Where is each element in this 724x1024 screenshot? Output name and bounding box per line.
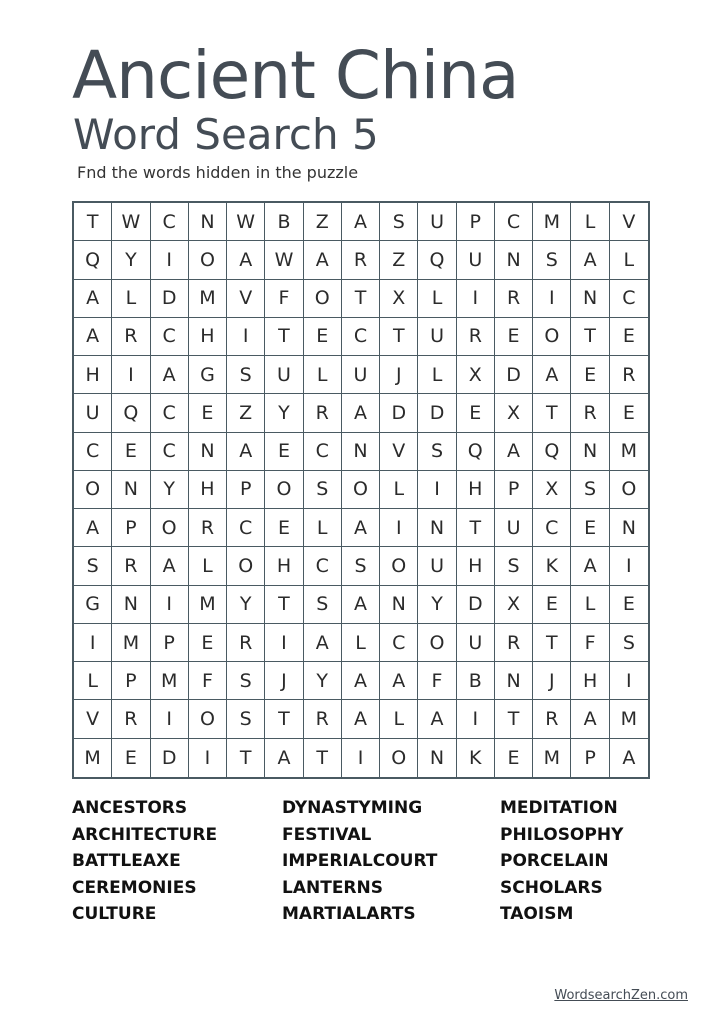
grid-cell[interactable]: S xyxy=(418,433,456,471)
grid-cell[interactable]: F xyxy=(265,280,303,318)
word-list-item: BATTLEAXE xyxy=(72,851,181,871)
grid-cell[interactable]: R xyxy=(304,394,342,432)
grid-cell[interactable]: E xyxy=(610,394,648,432)
grid-cell[interactable]: T xyxy=(380,318,418,356)
grid-cell[interactable]: I xyxy=(74,624,112,662)
grid-cell[interactable]: A xyxy=(571,241,609,279)
grid-cell[interactable]: C xyxy=(74,433,112,471)
grid-cell[interactable]: X xyxy=(495,586,533,624)
grid-cell[interactable]: E xyxy=(112,739,150,777)
grid-cell[interactable]: I xyxy=(418,471,456,509)
grid-cell[interactable]: E xyxy=(265,509,303,547)
grid-cell[interactable]: M xyxy=(610,700,648,738)
grid-cell[interactable]: S xyxy=(495,547,533,585)
grid-cell[interactable]: N xyxy=(571,280,609,318)
grid-cell[interactable]: Q xyxy=(457,433,495,471)
word-list-item: SCHOLARS xyxy=(500,877,603,898)
grid-cell[interactable]: D xyxy=(151,280,189,318)
grid-cell[interactable]: Q xyxy=(418,241,456,279)
grid-cell[interactable]: A xyxy=(342,662,380,700)
grid-cell[interactable]: O xyxy=(189,241,227,279)
word-list-item: ARCHITECTURE xyxy=(72,824,218,845)
grid-cell[interactable]: N xyxy=(112,586,150,624)
grid-cell[interactable]: O xyxy=(151,509,189,547)
site-link[interactable]: WordsearchZen.com xyxy=(554,988,688,1003)
grid-cell[interactable]: E xyxy=(610,318,648,356)
grid-cell[interactable]: M xyxy=(189,280,227,318)
grid-cell[interactable]: L xyxy=(342,624,380,662)
grid-cell[interactable]: E xyxy=(457,394,495,432)
grid-cell[interactable]: A xyxy=(342,509,380,547)
grid-cell[interactable]: E xyxy=(495,739,533,777)
grid-cell[interactable]: C xyxy=(342,318,380,356)
grid-cell[interactable]: X xyxy=(533,471,571,509)
grid-cell[interactable]: A xyxy=(380,662,418,700)
grid-cell[interactable]: U xyxy=(495,509,533,547)
grid-cell[interactable]: S xyxy=(533,241,571,279)
grid-cell[interactable]: S xyxy=(304,586,342,624)
grid-cell[interactable]: L xyxy=(418,280,456,318)
grid-cell[interactable]: G xyxy=(189,356,227,394)
grid-cell[interactable]: R xyxy=(304,700,342,738)
word-list-item: CEREMONIES xyxy=(72,877,197,898)
word-list-item: CULTURE xyxy=(72,904,157,924)
grid-cell[interactable]: P xyxy=(571,739,609,777)
grid-cell[interactable]: T xyxy=(533,624,571,662)
grid-cell[interactable]: C xyxy=(533,509,571,547)
grid-cell[interactable]: Q xyxy=(533,433,571,471)
page-subtitle-title: Word Search 5 xyxy=(73,110,379,159)
grid-cell[interactable]: R xyxy=(342,241,380,279)
instructions: Fnd the words hidden in the puzzle xyxy=(77,163,359,182)
word-list-item: FESTIVAL xyxy=(282,824,372,845)
grid-cell[interactable]: C xyxy=(227,509,265,547)
word-list xyxy=(72,795,652,935)
grid-cell[interactable]: U xyxy=(265,356,303,394)
grid-cell[interactable]: Z xyxy=(304,203,342,241)
grid-cell[interactable]: M xyxy=(74,739,112,777)
grid-cell[interactable]: N xyxy=(418,739,456,777)
grid-cell[interactable]: X xyxy=(380,280,418,318)
grid-cell[interactable]: T xyxy=(265,700,303,738)
grid-cell[interactable]: I xyxy=(380,509,418,547)
grid-cell[interactable]: L xyxy=(304,356,342,394)
grid-cell[interactable]: A xyxy=(533,356,571,394)
grid-cell[interactable]: N xyxy=(495,662,533,700)
grid-cell[interactable]: P xyxy=(112,662,150,700)
grid-cell[interactable]: D xyxy=(457,586,495,624)
grid-cell[interactable]: A xyxy=(571,547,609,585)
grid-cell[interactable]: S xyxy=(342,547,380,585)
grid-cell[interactable]: I xyxy=(151,586,189,624)
word-list-item: PORCELAIN xyxy=(500,851,609,871)
grid-cell[interactable]: Z xyxy=(227,394,265,432)
grid-cell[interactable]: A xyxy=(342,203,380,241)
grid-cell[interactable]: J xyxy=(265,662,303,700)
grid-cell[interactable]: Q xyxy=(112,394,150,432)
grid-cell[interactable]: I xyxy=(610,547,648,585)
grid-cell[interactable]: N xyxy=(380,586,418,624)
grid-cell[interactable]: E xyxy=(571,509,609,547)
grid-cell[interactable]: R xyxy=(495,280,533,318)
word-list-item: LANTERNS xyxy=(282,877,383,898)
grid-cell[interactable]: I xyxy=(189,739,227,777)
grid-cell[interactable]: K xyxy=(457,739,495,777)
grid-cell[interactable]: N xyxy=(571,433,609,471)
grid-cell[interactable]: C xyxy=(380,624,418,662)
grid-cell[interactable]: S xyxy=(74,547,112,585)
grid-cell[interactable]: S xyxy=(610,624,648,662)
grid-cell[interactable]: N xyxy=(418,509,456,547)
grid-cell[interactable]: I xyxy=(342,739,380,777)
grid-cell[interactable]: U xyxy=(418,203,456,241)
grid-cell[interactable]: M xyxy=(533,739,571,777)
grid-cell[interactable]: I xyxy=(112,356,150,394)
grid-cell[interactable]: A xyxy=(74,318,112,356)
grid-cell[interactable]: Y xyxy=(151,471,189,509)
grid-cell[interactable]: C xyxy=(304,547,342,585)
word-list-column-3 xyxy=(500,795,623,928)
grid-cell[interactable]: R xyxy=(112,318,150,356)
grid-cell[interactable]: W xyxy=(112,203,150,241)
grid-cell[interactable]: C xyxy=(151,394,189,432)
grid-cell[interactable]: R xyxy=(610,356,648,394)
grid-cell[interactable]: B xyxy=(265,203,303,241)
grid-cell[interactable]: Y xyxy=(304,662,342,700)
grid-cell[interactable]: G xyxy=(74,586,112,624)
grid-cell[interactable]: R xyxy=(189,509,227,547)
grid-cell[interactable]: W xyxy=(265,241,303,279)
grid-cell[interactable]: O xyxy=(342,471,380,509)
grid-cell[interactable]: V xyxy=(610,203,648,241)
grid-cell[interactable]: U xyxy=(418,318,456,356)
grid-cell[interactable]: O xyxy=(610,471,648,509)
grid-cell[interactable]: S xyxy=(227,356,265,394)
grid-cell[interactable]: A xyxy=(227,241,265,279)
grid-cell[interactable]: T xyxy=(265,586,303,624)
grid-cell[interactable]: E xyxy=(533,586,571,624)
grid-cell[interactable]: R xyxy=(533,700,571,738)
grid-cell[interactable]: O xyxy=(380,547,418,585)
grid-cell[interactable]: A xyxy=(342,700,380,738)
grid-cell[interactable]: R xyxy=(112,700,150,738)
grid-cell[interactable]: M xyxy=(610,433,648,471)
grid-cell[interactable]: E xyxy=(304,318,342,356)
grid-cell[interactable]: T xyxy=(457,509,495,547)
grid-cell[interactable]: R xyxy=(495,624,533,662)
grid-cell[interactable]: H xyxy=(571,662,609,700)
grid-cell[interactable]: M xyxy=(189,586,227,624)
grid-cell[interactable]: T xyxy=(74,203,112,241)
grid-cell[interactable]: V xyxy=(380,433,418,471)
grid-cell[interactable]: D xyxy=(380,394,418,432)
grid-cell[interactable]: O xyxy=(189,700,227,738)
word-list-item: DYNASTYMING xyxy=(282,798,423,818)
grid-cell[interactable]: F xyxy=(418,662,456,700)
grid-cell[interactable]: E xyxy=(571,356,609,394)
word-list-item: MARTIALARTS xyxy=(282,904,416,924)
grid-cell[interactable]: M xyxy=(112,624,150,662)
grid-cell[interactable]: Z xyxy=(380,241,418,279)
grid-cell[interactable]: I xyxy=(151,700,189,738)
grid-cell[interactable]: W xyxy=(227,203,265,241)
grid-cell[interactable]: A xyxy=(342,586,380,624)
grid-cell[interactable]: T xyxy=(227,739,265,777)
grid-cell[interactable]: A xyxy=(418,700,456,738)
grid-cell[interactable]: H xyxy=(189,318,227,356)
grid-cell[interactable]: V xyxy=(227,280,265,318)
page-title: Ancient China xyxy=(72,37,519,114)
grid-cell[interactable]: O xyxy=(304,280,342,318)
grid-cell[interactable]: Y xyxy=(418,586,456,624)
word-list-item: ANCESTORS xyxy=(72,798,188,818)
grid-cell[interactable]: P xyxy=(457,203,495,241)
grid-cell[interactable]: J xyxy=(380,356,418,394)
grid-cell[interactable]: T xyxy=(495,700,533,738)
grid-cell[interactable]: Y xyxy=(112,241,150,279)
grid-cell[interactable]: P xyxy=(151,624,189,662)
grid-cell[interactable]: O xyxy=(74,471,112,509)
grid-cell[interactable]: T xyxy=(304,739,342,777)
word-list-item: PHILOSOPHY xyxy=(500,824,624,845)
grid-cell[interactable]: R xyxy=(457,318,495,356)
grid-cell[interactable]: O xyxy=(265,471,303,509)
grid-cell[interactable]: L xyxy=(571,586,609,624)
grid-cell[interactable]: U xyxy=(342,356,380,394)
grid-cell[interactable]: U xyxy=(457,624,495,662)
grid-cell[interactable]: A xyxy=(227,433,265,471)
word-search-grid xyxy=(72,201,650,779)
grid-cell[interactable]: U xyxy=(74,394,112,432)
grid-cell[interactable]: A xyxy=(342,394,380,432)
grid-cell[interactable]: A xyxy=(304,624,342,662)
grid-cell[interactable]: M xyxy=(151,662,189,700)
grid-cell[interactable]: A xyxy=(74,280,112,318)
grid-cell[interactable]: C xyxy=(151,203,189,241)
grid-cell[interactable]: I xyxy=(610,662,648,700)
grid-cell[interactable]: F xyxy=(189,662,227,700)
grid-cell[interactable]: D xyxy=(495,356,533,394)
grid-cell[interactable]: C xyxy=(495,203,533,241)
word-list-column-2 xyxy=(282,795,437,928)
grid-cell[interactable]: A xyxy=(151,547,189,585)
grid-cell[interactable]: C xyxy=(304,433,342,471)
grid-cell[interactable]: J xyxy=(533,662,571,700)
grid-cell[interactable]: I xyxy=(151,241,189,279)
grid-cell[interactable]: A xyxy=(151,356,189,394)
grid-cell[interactable]: B xyxy=(457,662,495,700)
grid-cell[interactable]: P xyxy=(227,471,265,509)
grid-cell[interactable]: L xyxy=(380,700,418,738)
grid-cell[interactable]: A xyxy=(265,739,303,777)
grid-cell[interactable]: C xyxy=(151,433,189,471)
grid-cell[interactable]: E xyxy=(265,433,303,471)
grid-cell[interactable]: A xyxy=(622,746,636,769)
grid-cell[interactable]: M xyxy=(533,203,571,241)
grid-cell[interactable]: S xyxy=(227,700,265,738)
grid-cell[interactable]: R xyxy=(227,624,265,662)
grid-cell[interactable]: L xyxy=(189,547,227,585)
word-list-item: TAOISM xyxy=(500,904,574,924)
grid-cell[interactable]: K xyxy=(533,547,571,585)
grid-cell[interactable]: R xyxy=(112,547,150,585)
grid-cell[interactable]: N xyxy=(342,433,380,471)
grid-cell[interactable]: A xyxy=(74,509,112,547)
grid-cell[interactable]: T xyxy=(342,280,380,318)
grid-cell[interactable]: Y xyxy=(227,586,265,624)
grid-cell[interactable]: H xyxy=(265,547,303,585)
grid-cell[interactable]: U xyxy=(418,547,456,585)
grid-cell[interactable]: A xyxy=(571,700,609,738)
grid-cell[interactable]: I xyxy=(227,318,265,356)
grid-cell[interactable]: H xyxy=(457,471,495,509)
grid-cell[interactable]: N xyxy=(189,433,227,471)
grid-cell[interactable]: H xyxy=(457,547,495,585)
grid-cell[interactable]: H xyxy=(189,471,227,509)
grid-cell[interactable]: T xyxy=(571,318,609,356)
grid-cell[interactable]: N xyxy=(189,203,227,241)
grid-cell[interactable]: L xyxy=(74,662,112,700)
grid-cell[interactable]: I xyxy=(457,700,495,738)
grid-cell[interactable]: I xyxy=(457,280,495,318)
grid-cell[interactable]: X xyxy=(495,394,533,432)
word-list-column-1 xyxy=(72,795,217,928)
grid-cell[interactable]: E xyxy=(189,624,227,662)
grid-cell[interactable]: N xyxy=(610,509,648,547)
grid-cell[interactable]: E xyxy=(189,394,227,432)
grid-cell[interactable]: E xyxy=(610,586,648,624)
grid-cell[interactable]: U xyxy=(457,241,495,279)
grid-cell[interactable]: I xyxy=(533,280,571,318)
grid-cell[interactable]: S xyxy=(571,471,609,509)
grid-cell[interactable]: N xyxy=(495,241,533,279)
grid-cell[interactable]: A xyxy=(304,241,342,279)
grid-cell[interactable]: R xyxy=(571,394,609,432)
grid-cell[interactable]: Y xyxy=(265,394,303,432)
grid-cell[interactable]: E xyxy=(112,433,150,471)
grid-cell[interactable]: H xyxy=(74,356,112,394)
word-list-item: MEDITATION xyxy=(500,798,618,818)
grid-cell[interactable]: Q xyxy=(74,241,112,279)
word-list-item: IMPERIALCOURT xyxy=(282,851,438,871)
grid-cell[interactable]: E xyxy=(495,318,533,356)
grid-cell[interactable]: C xyxy=(151,318,189,356)
grid-cell[interactable]: P xyxy=(112,509,150,547)
grid-cell[interactable]: O xyxy=(533,318,571,356)
grid-cell[interactable]: L xyxy=(418,356,456,394)
grid-cell[interactable]: L xyxy=(571,203,609,241)
grid-cell[interactable]: F xyxy=(571,624,609,662)
grid-cell[interactable]: I xyxy=(265,624,303,662)
grid-cell[interactable]: S xyxy=(227,662,265,700)
grid-cell[interactable]: T xyxy=(265,318,303,356)
grid-cell[interactable]: L xyxy=(380,471,418,509)
grid-cell[interactable]: S xyxy=(380,203,418,241)
grid-cell[interactable]: L xyxy=(112,280,150,318)
grid-cell[interactable]: V xyxy=(74,700,112,738)
grid-cell[interactable]: L xyxy=(304,509,342,547)
grid-cell[interactable]: P xyxy=(495,471,533,509)
grid-cell[interactable]: N xyxy=(112,471,150,509)
grid-cell[interactable]: A xyxy=(495,433,533,471)
grid-cell[interactable]: O xyxy=(227,547,265,585)
grid-cell[interactable]: L xyxy=(610,241,648,279)
grid-cell[interactable]: O xyxy=(380,739,418,777)
grid-cell[interactable]: O xyxy=(418,624,456,662)
grid-cell[interactable]: D xyxy=(151,739,189,777)
grid-cell[interactable]: D xyxy=(418,394,456,432)
grid-cell[interactable]: S xyxy=(304,471,342,509)
grid-cell[interactable]: T xyxy=(533,394,571,432)
grid-cell[interactable]: X xyxy=(457,356,495,394)
grid-cell[interactable]: C xyxy=(610,280,648,318)
